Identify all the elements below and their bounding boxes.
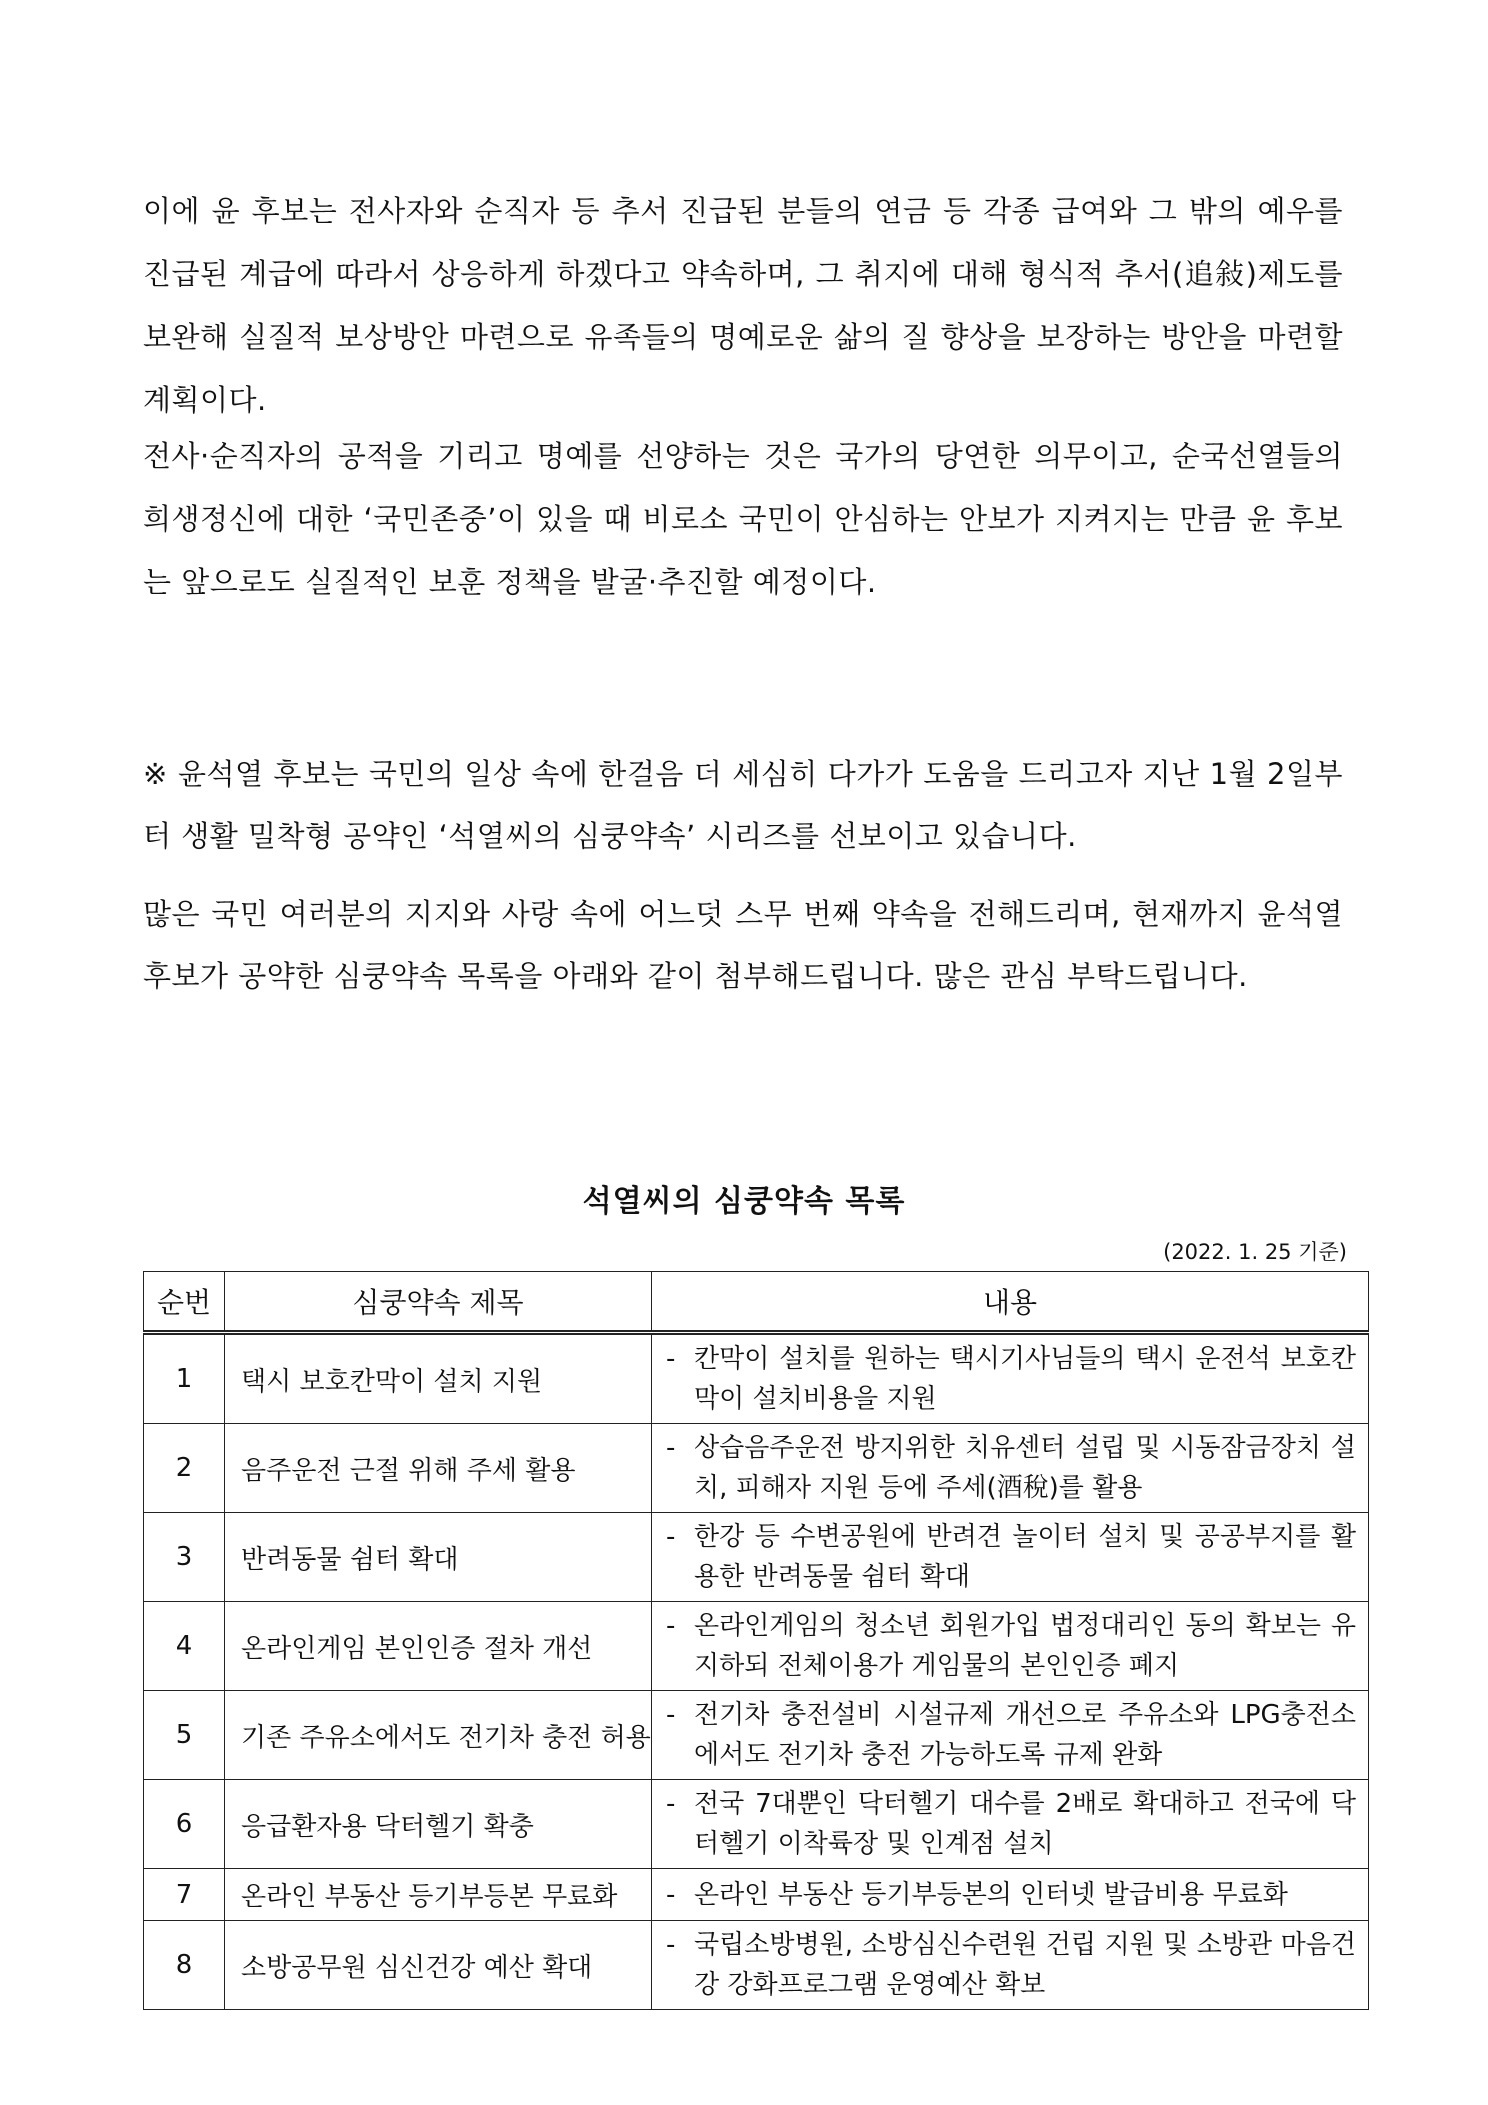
row-no: 2 [144,1424,225,1513]
row-content-text: 한강 등 수변공원에 반려견 놀이터 설치 및 공공부지를 활용한 반려동물 쉼터 확대 [694,1522,1356,1592]
row-content: - 칸막이 설치를 원하는 택시기사님들의 택시 운전석 보호칸막이 설치비용을 지원 [652,1333,1369,1424]
row-content-text: 국립소방병원, 소방심신수련원 건립 지원 및 소방관 마음건강 강화프로그램 운영예산 확보 [694,1930,1356,2000]
row-content-text: 칸막이 설치를 원하는 택시기사님들의 택시 운전석 보호칸막이 설치비용을 지원 [694,1344,1356,1414]
table-header-row [144,1272,1369,1333]
table-date: (2022. 1. 25 기준) [1163,1240,1347,1264]
row-title: 소방공무원 심신건강 예산 확대 [225,1921,652,2010]
table-row [144,1424,1369,1513]
promise-table [143,1271,1369,2010]
row-no: 5 [144,1691,225,1780]
paragraph-2: 전사·순직자의 공적을 기리고 명예를 선양하는 것은 국가의 당연한 의무이고, 순국선열들의 희생정신에 대한 ‘국민존중’이 있을 때 비로소 국민이 안심하는 안보가 지켜지는 만큼 윤 후보는 앞으로도 실질적인 보훈 정책을 발굴·추진할 예정이다. [143,439,1343,599]
row-no: 1 [144,1333,225,1424]
row-content: - 온라인게임의 청소년 회원가입 법정대리인 동의 확보는 유지하되 전체이용가 게임물의 본인인증 폐지 [652,1602,1369,1691]
row-title: 기존 주유소에서도 전기차 충전 허용 [225,1691,652,1780]
row-title: 응급환자용 닥터헬기 확충 [225,1780,652,1869]
table-row [144,1691,1369,1780]
row-no: 3 [144,1513,225,1602]
row-content: - 전기차 충전설비 시설규제 개선으로 주유소와 LPG충전소에서도 전기차 충전 가능하도록 규제 완화 [652,1691,1369,1780]
header-content: 내용 [652,1272,1369,1333]
row-title: 음주운전 근절 위해 주세 활용 [225,1424,652,1513]
header-title: 심쿵약속 제목 [225,1272,652,1333]
row-no: 6 [144,1780,225,1869]
row-content-text: 전국 7대뿐인 닥터헬기 대수를 2배로 확대하고 전국에 닥터헬기 이착륙장 및 인계점 설치 [694,1789,1356,1859]
row-title: 온라인게임 본인인증 절차 개선 [225,1602,652,1691]
row-content: - 국립소방병원, 소방심신수련원 건립 지원 및 소방관 마음건강 강화프로그램 운영예산 확보 [652,1921,1369,2010]
table-title: 석열씨의 심쿵약속 목록 [582,1184,906,1219]
row-no: 7 [144,1869,225,1921]
row-title: 온라인 부동산 등기부등본 무료화 [225,1869,652,1921]
row-content-text: 상습음주운전 방지위한 치유센터 설립 및 시동잠금장치 설치, 피해자 지원 등에 주세(酒稅)를 활용 [694,1433,1356,1503]
row-content: - 상습음주운전 방지위한 치유센터 설립 및 시동잠금장치 설치, 피해자 지원 등에 주세(酒稅)를 활용 [652,1424,1369,1513]
row-content: - 온라인 부동산 등기부등본의 인터넷 발급비용 무료화 [652,1869,1369,1921]
row-content: - 한강 등 수변공원에 반려견 놀이터 설치 및 공공부지를 활용한 반려동물 쉼터 확대 [652,1513,1369,1602]
row-content: - 전국 7대뿐인 닥터헬기 대수를 2배로 확대하고 전국에 닥터헬기 이착륙장 및 인계점 설치 [652,1780,1369,1869]
table-row [144,1869,1369,1921]
notice-paragraph: ※ 윤석열 후보는 국민의 일상 속에 한걸음 더 세심히 다가가 도움을 드리고자 지난 1월 2일부터 생활 밀착형 공약인 ‘석열씨의 심쿵약속’ 시리즈를 선보이고 있습니다. [143,757,1343,853]
paragraph-4: 많은 국민 여러분의 지지와 사랑 속에 어느덧 스무 번째 약속을 전해드리며, 현재까지 윤석열 후보가 공약한 심쿵약속 목록을 아래와 같이 첨부해드립니다. 많은 관심 부탁드립니다. [143,897,1343,993]
row-title: 반려동물 쉼터 확대 [225,1513,652,1602]
row-no: 4 [144,1602,225,1691]
table-row [144,1780,1369,1869]
table-row [144,1921,1369,2010]
row-title: 택시 보호칸막이 설치 지원 [225,1333,652,1424]
row-no: 8 [144,1921,225,2010]
table-row [144,1513,1369,1602]
paragraph-1: 이에 윤 후보는 전사자와 순직자 등 추서 진급된 분들의 연금 등 각종 급여와 그 밖의 예우를 진급된 계급에 따라서 상응하게 하겠다고 약속하며, 그 취지에 대해 형식적 추서(追敍)제도를 보완해 실질적 보상방안 마련으로 유족들의 명예로운 삶의 질 향상을 보장하는 방안을 마련할 계획이다. [143,194,1343,417]
row-content-text: 전기차 충전설비 시설규제 개선으로 주유소와 LPG충전소에서도 전기차 충전 가능하도록 규제 완화 [694,1700,1356,1770]
row-content-text: 온라인게임의 청소년 회원가입 법정대리인 동의 확보는 유지하되 전체이용가 게임물의 본인인증 폐지 [694,1611,1356,1681]
row-content-text: 온라인 부동산 등기부등본의 인터넷 발급비용 무료화 [694,1879,1288,1910]
header-no: 순번 [144,1272,225,1333]
table-row [144,1333,1369,1424]
table-row [144,1602,1369,1691]
